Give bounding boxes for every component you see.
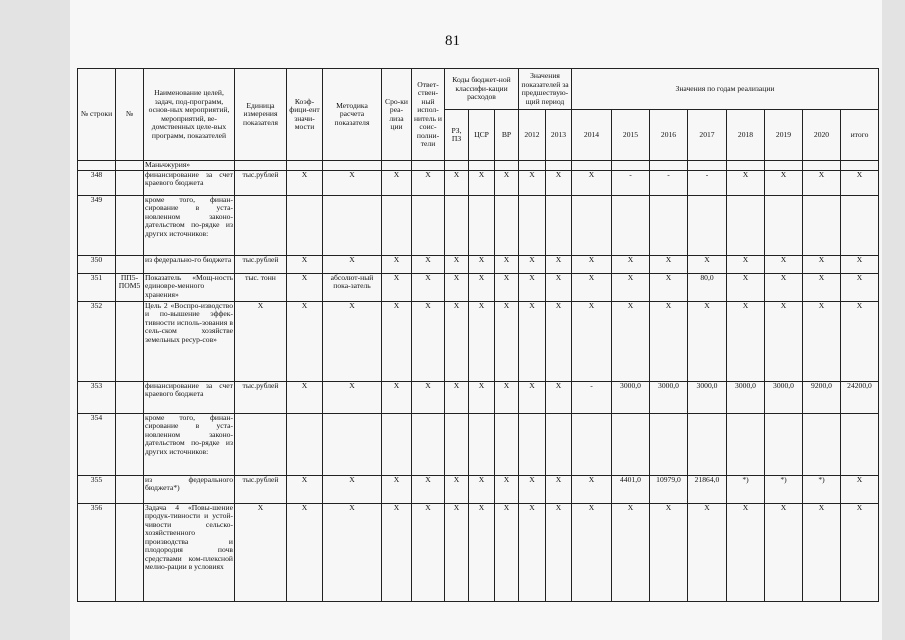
value-2013: X [546, 475, 572, 503]
responsible-cell: X [412, 381, 445, 413]
method-cell [323, 195, 382, 255]
value-2012: X [519, 503, 546, 601]
rz-cell [445, 195, 469, 255]
value-2018: *) [727, 475, 765, 503]
value-2012 [519, 413, 546, 475]
header-no: № [116, 69, 144, 161]
value-2020: X [803, 301, 841, 381]
header-2012: 2012 [519, 110, 546, 161]
method-cell: X [323, 255, 382, 273]
terms-cell: X [382, 255, 412, 273]
value-2017: X [688, 255, 727, 273]
table-row [78, 475, 879, 503]
value-2012: X [519, 475, 546, 503]
value-2016: 3000,0 [650, 381, 688, 413]
value-2019 [765, 195, 803, 255]
value-2015: 4401,0 [612, 475, 650, 503]
value-2017: 21864,0 [688, 475, 727, 503]
row-name: Показатель «Мощ-ность единовре-менного хранения» [144, 273, 235, 301]
value-2018: X [727, 503, 765, 601]
value-2019: *) [765, 475, 803, 503]
csr-cell: X [469, 170, 495, 195]
coef-cell: X [287, 255, 323, 273]
value-2014: X [572, 503, 612, 601]
value-2019: X [765, 273, 803, 301]
header-responsible: Ответ-ствен-ный испол-нитель и соис-полни-тели [412, 69, 445, 161]
value-2015: - [612, 170, 650, 195]
table-row [78, 170, 879, 195]
csr-cell: X [469, 475, 495, 503]
value-2014: X [572, 301, 612, 381]
table-row [78, 273, 879, 301]
value-2013: X [546, 381, 572, 413]
data-table [77, 68, 879, 602]
value-2015: 3000,0 [612, 381, 650, 413]
continuation-label: Маньчжурия» [144, 161, 235, 171]
csr-cell: X [469, 255, 495, 273]
unit-cell: X [235, 301, 287, 381]
terms-cell [382, 195, 412, 255]
header-codes: Коды бюджет-ной классифи-кации расходов [445, 69, 519, 110]
table-header [78, 69, 879, 161]
header-rz: РЗ, ПЗ [445, 110, 469, 161]
value-2014: X [572, 273, 612, 301]
coef-cell: X [287, 381, 323, 413]
header-total: итого [841, 110, 879, 161]
header-2015: 2015 [612, 110, 650, 161]
coef-cell [287, 195, 323, 255]
coef-cell: X [287, 170, 323, 195]
value-2017: 3000,0 [688, 381, 727, 413]
value-2016: X [650, 301, 688, 381]
header-prev-period: Значения показателей за предшествую-щий период [519, 69, 572, 110]
value-2014: X [572, 170, 612, 195]
row-name: финансирование за счет краевого бюджета [144, 170, 235, 195]
vr-cell: X [495, 273, 519, 301]
coef-cell: X [287, 273, 323, 301]
value-total: X [841, 301, 879, 381]
table-body [78, 161, 879, 602]
value-2014: X [572, 475, 612, 503]
unit-cell: X [235, 503, 287, 601]
value-2018: X [727, 255, 765, 273]
vr-cell [495, 413, 519, 475]
row-code: ПП5-ПОМ5 [116, 273, 144, 301]
value-2012 [519, 195, 546, 255]
value-2013: X [546, 255, 572, 273]
row-code [116, 475, 144, 503]
responsible-cell [412, 413, 445, 475]
value-2014: X [572, 255, 612, 273]
value-2013 [546, 195, 572, 255]
csr-cell: X [469, 273, 495, 301]
value-2017: 80,0 [688, 273, 727, 301]
vr-cell: X [495, 170, 519, 195]
value-2015 [612, 413, 650, 475]
row-name: из федерально-го бюджета [144, 255, 235, 273]
value-2016 [650, 413, 688, 475]
value-2019: X [765, 170, 803, 195]
row-code [116, 301, 144, 381]
value-2013: X [546, 273, 572, 301]
value-2013: X [546, 503, 572, 601]
unit-cell: тыс. тонн [235, 273, 287, 301]
value-2019: 3000,0 [765, 381, 803, 413]
row-name: кроме того, финан-сирование в уста-новленном законо-дательством по-рядке из других источников: [144, 195, 235, 255]
header-name: Наименование целей, задач, под-программ, основ-ных мероприятий, мероприятий, ве-домственных целе-вых программ, показателей [144, 69, 235, 161]
value-2018: X [727, 170, 765, 195]
value-2012: X [519, 301, 546, 381]
row-name: из федерального бюджета*) [144, 475, 235, 503]
unit-cell: тыс.рублей [235, 170, 287, 195]
terms-cell [382, 413, 412, 475]
row-code [116, 195, 144, 255]
value-2020: X [803, 273, 841, 301]
terms-cell: X [382, 381, 412, 413]
responsible-cell: X [412, 273, 445, 301]
rz-cell [445, 413, 469, 475]
vr-cell [495, 195, 519, 255]
row-number: 351 [78, 273, 116, 301]
header-2013: 2013 [546, 110, 572, 161]
header-row-no: № строки [78, 69, 116, 161]
method-cell: X [323, 170, 382, 195]
table-row [78, 301, 879, 381]
value-2016: X [650, 273, 688, 301]
value-2015: X [612, 255, 650, 273]
terms-cell: X [382, 503, 412, 601]
responsible-cell [412, 195, 445, 255]
value-2016: 10979,0 [650, 475, 688, 503]
header-2018: 2018 [727, 110, 765, 161]
row-number: 356 [78, 503, 116, 601]
table-row [78, 503, 879, 601]
vr-cell: X [495, 255, 519, 273]
value-2013: X [546, 170, 572, 195]
vr-cell: X [495, 503, 519, 601]
value-2014: - [572, 381, 612, 413]
value-2020 [803, 413, 841, 475]
rz-cell: X [445, 170, 469, 195]
unit-cell [235, 195, 287, 255]
terms-cell: X [382, 475, 412, 503]
value-total: X [841, 273, 879, 301]
continuation-row [78, 161, 879, 171]
value-2012: X [519, 381, 546, 413]
value-2015: X [612, 301, 650, 381]
value-2018 [727, 413, 765, 475]
row-name: кроме того, финан-сирование в уста-новленном законо-дательством по-рядке из других источников: [144, 413, 235, 475]
row-code [116, 413, 144, 475]
csr-cell: X [469, 381, 495, 413]
header-2014: 2014 [572, 110, 612, 161]
method-cell: X [323, 475, 382, 503]
row-number: 355 [78, 475, 116, 503]
value-total: X [841, 255, 879, 273]
row-code [116, 503, 144, 601]
row-number: 349 [78, 195, 116, 255]
value-2019 [765, 413, 803, 475]
header-2016: 2016 [650, 110, 688, 161]
value-2013: X [546, 301, 572, 381]
value-2020 [803, 195, 841, 255]
row-code [116, 381, 144, 413]
row-name: Цель 2 «Воспро-изводство и по-вышение эффек-тивности исполь-зования в сель-ском хозяйстве земельных ресур-сов» [144, 301, 235, 381]
value-2014 [572, 195, 612, 255]
row-name: финансирование за счет краевого бюджета [144, 381, 235, 413]
method-cell: X [323, 381, 382, 413]
method-cell [323, 413, 382, 475]
value-2013 [546, 413, 572, 475]
terms-cell: X [382, 170, 412, 195]
coef-cell [287, 413, 323, 475]
csr-cell [469, 413, 495, 475]
value-2017: - [688, 170, 727, 195]
header-2019: 2019 [765, 110, 803, 161]
value-2017 [688, 413, 727, 475]
method-cell: X [323, 301, 382, 381]
table-row [78, 413, 879, 475]
header-2020: 2020 [803, 110, 841, 161]
row-number: 348 [78, 170, 116, 195]
rz-cell: X [445, 381, 469, 413]
coef-cell: X [287, 301, 323, 381]
value-2020: *) [803, 475, 841, 503]
page-number: 81 [445, 33, 460, 49]
unit-cell: тыс.рублей [235, 381, 287, 413]
value-2018: X [727, 301, 765, 381]
vr-cell: X [495, 301, 519, 381]
coef-cell: X [287, 475, 323, 503]
rz-cell: X [445, 475, 469, 503]
coef-cell: X [287, 503, 323, 601]
value-total [841, 413, 879, 475]
row-name: Задача 4 «Повы-шение продук-тивности и устой-чивости сельско-хозяйственного производства и плодородия почв средствами ком-плексной мелио-рации в условиях [144, 503, 235, 601]
value-2016 [650, 195, 688, 255]
row-number: 350 [78, 255, 116, 273]
value-2019: X [765, 503, 803, 601]
header-coef: Коэф-фици-ент значи-мости [287, 69, 323, 161]
rz-cell: X [445, 273, 469, 301]
value-2020: X [803, 170, 841, 195]
csr-cell: X [469, 301, 495, 381]
value-2015 [612, 195, 650, 255]
value-2017 [688, 195, 727, 255]
value-2020: X [803, 503, 841, 601]
value-2020: X [803, 255, 841, 273]
responsible-cell: X [412, 475, 445, 503]
value-2019: X [765, 301, 803, 381]
value-total: X [841, 170, 879, 195]
csr-cell: X [469, 503, 495, 601]
value-2012: X [519, 273, 546, 301]
unit-cell: тыс.рублей [235, 475, 287, 503]
value-2016: X [650, 503, 688, 601]
terms-cell: X [382, 273, 412, 301]
value-2018 [727, 195, 765, 255]
vr-cell: X [495, 475, 519, 503]
method-cell: X [323, 503, 382, 601]
header-2017: 2017 [688, 110, 727, 161]
responsible-cell: X [412, 255, 445, 273]
row-code [116, 170, 144, 195]
unit-cell [235, 413, 287, 475]
header-vr: ВР [495, 110, 519, 161]
value-2014 [572, 413, 612, 475]
value-2017: X [688, 301, 727, 381]
table-row [78, 381, 879, 413]
value-2020: 9200,0 [803, 381, 841, 413]
value-2015: X [612, 503, 650, 601]
responsible-cell: X [412, 503, 445, 601]
table-row [78, 255, 879, 273]
table-row [78, 195, 879, 255]
value-2018: 3000,0 [727, 381, 765, 413]
csr-cell [469, 195, 495, 255]
header-csr: ЦСР [469, 110, 495, 161]
value-total [841, 195, 879, 255]
value-2012: X [519, 255, 546, 273]
row-number: 352 [78, 301, 116, 381]
row-number: 354 [78, 413, 116, 475]
header-terms: Сро-ки реа-лиза ции [382, 69, 412, 161]
value-total: X [841, 503, 879, 601]
responsible-cell: X [412, 170, 445, 195]
row-code [116, 255, 144, 273]
responsible-cell: X [412, 301, 445, 381]
unit-cell: тыс.рублей [235, 255, 287, 273]
value-total: X [841, 475, 879, 503]
value-2017: X [688, 503, 727, 601]
value-2015: X [612, 273, 650, 301]
terms-cell: X [382, 301, 412, 381]
value-2012: X [519, 170, 546, 195]
rz-cell: X [445, 301, 469, 381]
row-number: 353 [78, 381, 116, 413]
vr-cell: X [495, 381, 519, 413]
header-by-years: Значения по годам реализации [572, 69, 879, 110]
rz-cell: X [445, 255, 469, 273]
header-method: Методика расчета показателя [323, 69, 382, 161]
value-2016: - [650, 170, 688, 195]
method-cell: абсолют-ный пока-затель [323, 273, 382, 301]
value-total: 24200,0 [841, 381, 879, 413]
value-2018: X [727, 273, 765, 301]
value-2016: X [650, 255, 688, 273]
rz-cell: X [445, 503, 469, 601]
value-2019: X [765, 255, 803, 273]
header-unit: Единица измерения показателя [235, 69, 287, 161]
